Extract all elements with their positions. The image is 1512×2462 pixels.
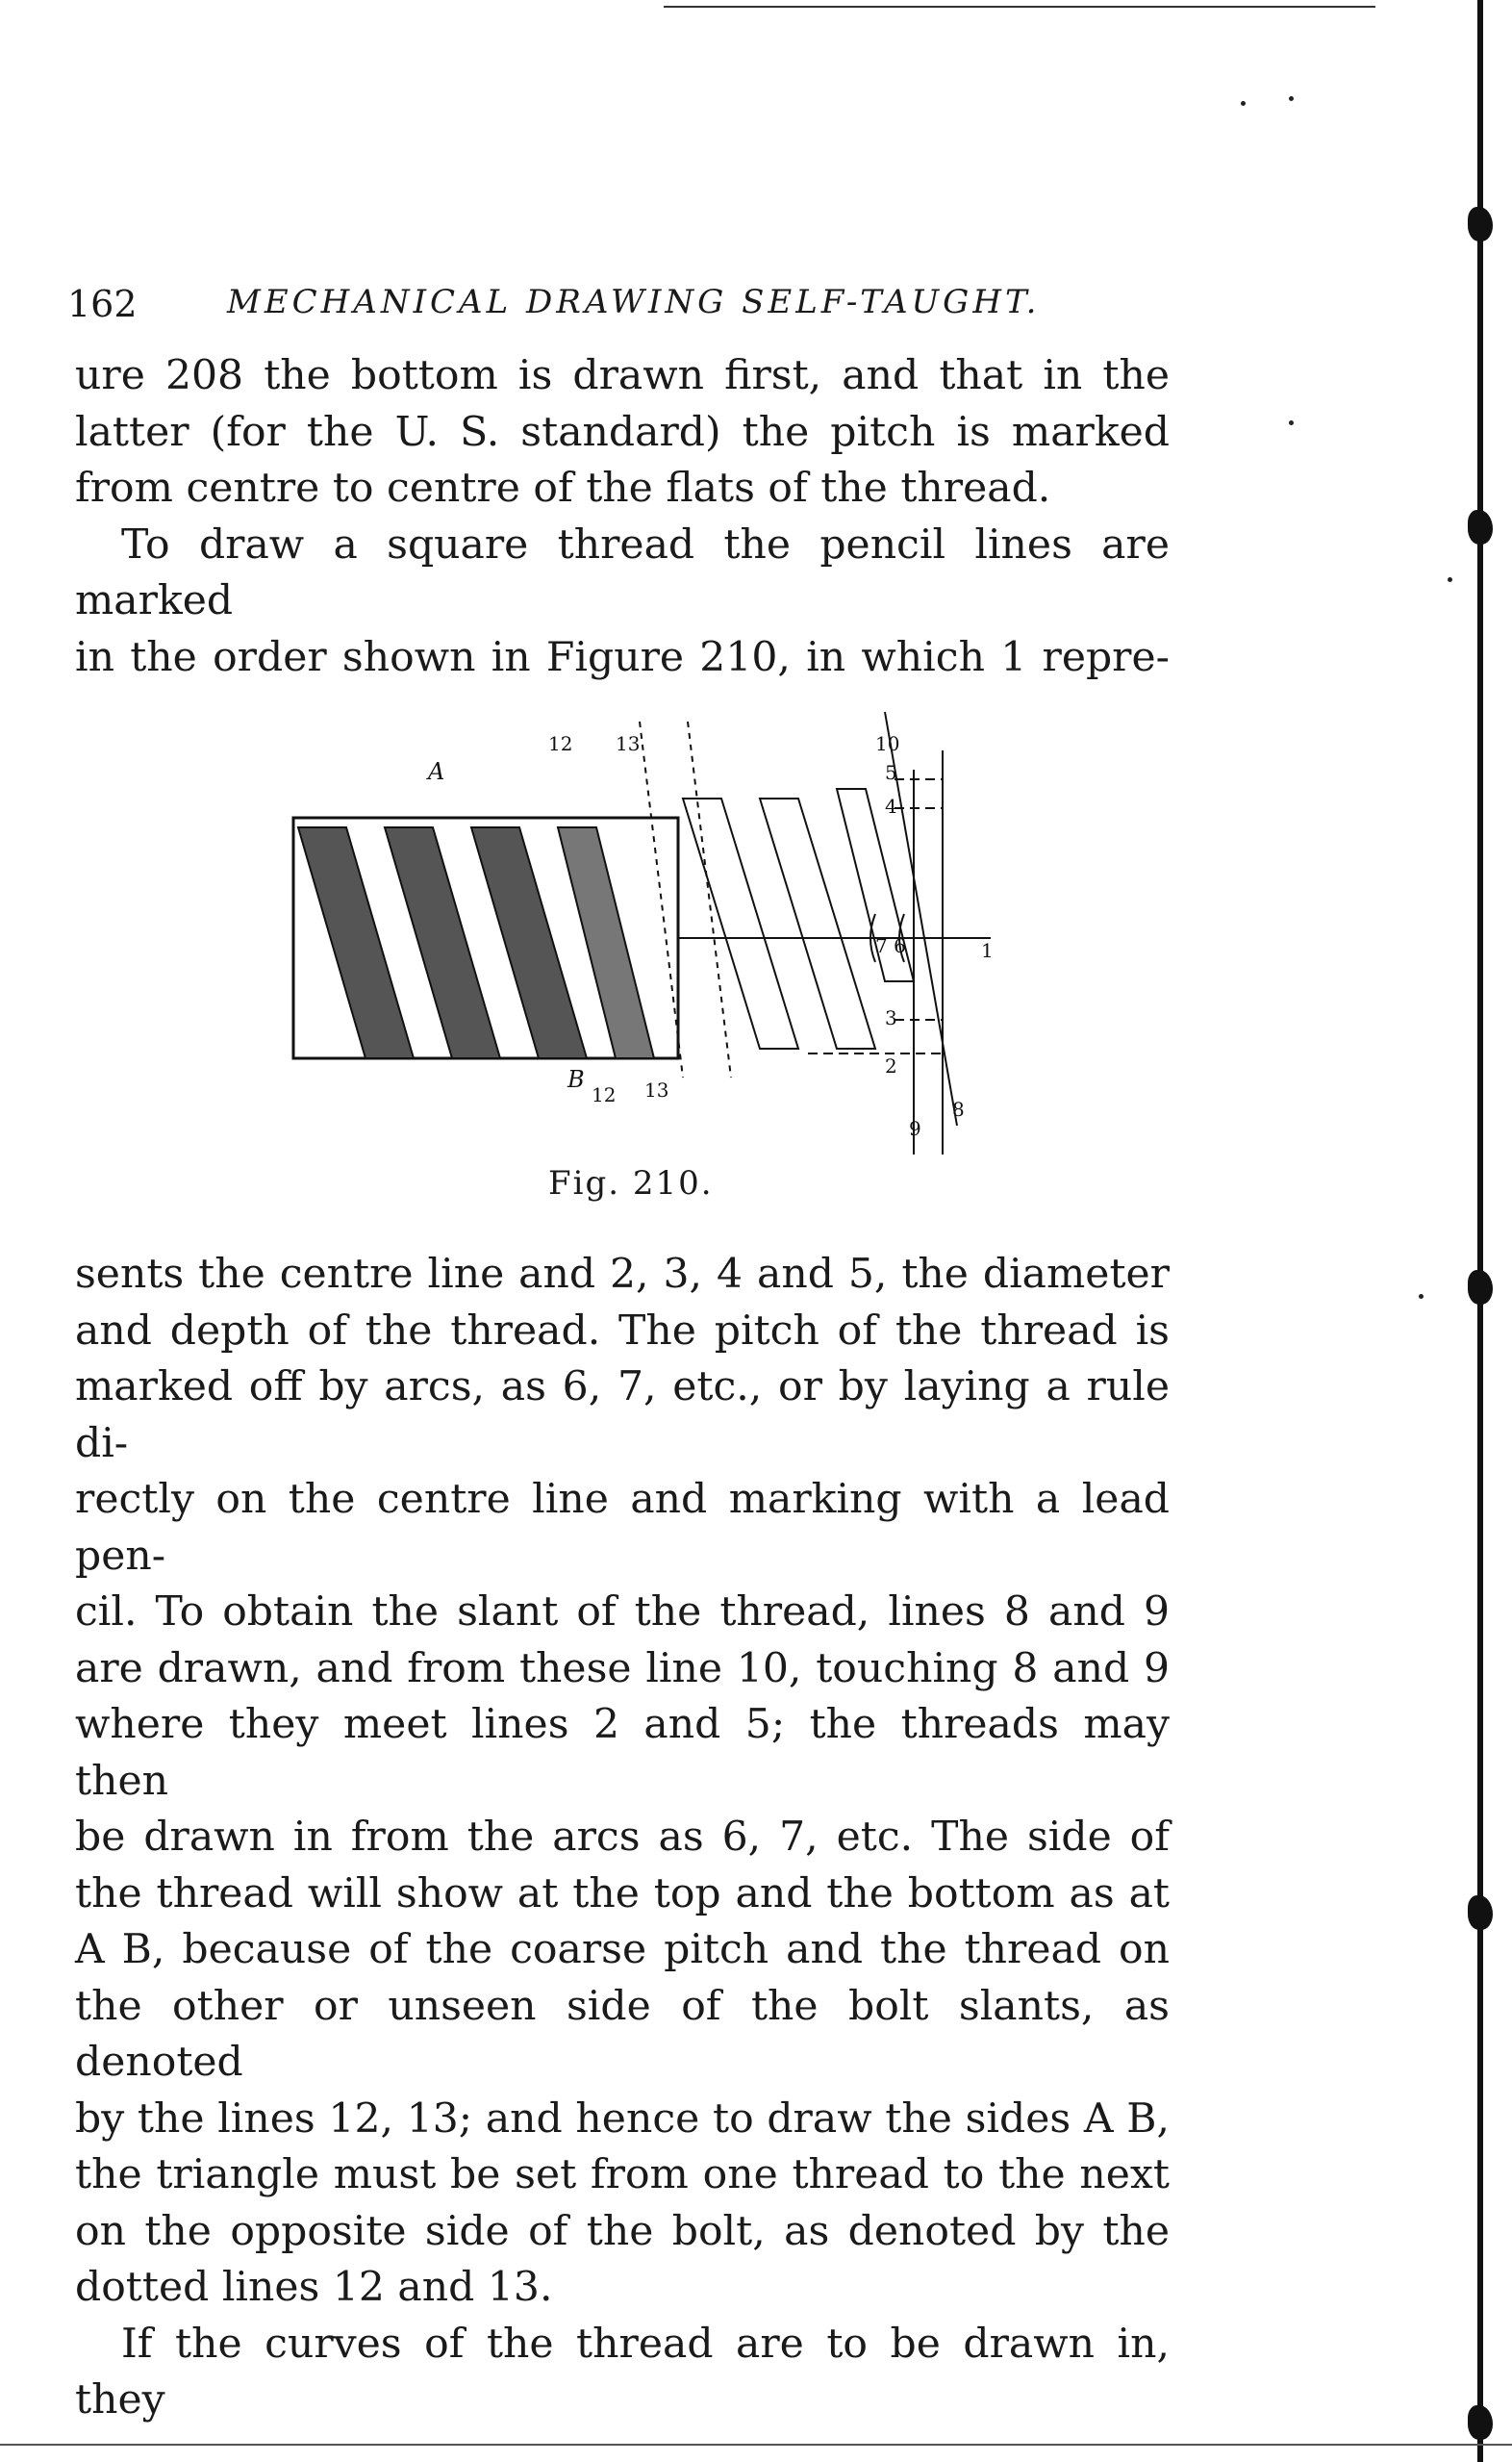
bottom-edge-rule xyxy=(0,2444,1512,2446)
fig-label: B xyxy=(567,1066,585,1093)
figure-210 xyxy=(144,673,994,1174)
binding-mark xyxy=(1468,2405,1493,2440)
fig-label: 7 6 xyxy=(875,934,906,957)
text-line: To draw a square thread the pencil lines are marked xyxy=(75,520,1170,624)
binding-mark xyxy=(1468,1270,1493,1305)
running-head: MECHANICAL DRAWING SELF-TAUGHT. xyxy=(227,283,1041,321)
text-line: dotted lines 12 and 13. xyxy=(75,2264,553,2311)
fig-label: 4 xyxy=(885,795,897,818)
binding-mark xyxy=(1468,510,1493,545)
text-line: the thread will show at the top and the bottom as at xyxy=(75,1869,1170,1917)
fig-label: 8 xyxy=(952,1098,965,1121)
binding-mark xyxy=(1468,207,1493,241)
fig-label: 13 xyxy=(616,732,641,755)
text-line: are drawn, and from these line 10, touching 8 and 9 xyxy=(75,1644,1170,1692)
text-block-top xyxy=(75,348,1170,686)
text-line: on the opposite side of the bolt, as denoted by the xyxy=(75,2207,1170,2255)
text-line: marked off by arcs, as 6, 7, etc., or by laying a rule di- xyxy=(75,1363,1170,1467)
text-line: be drawn in from the arcs as 6, 7, etc. The side of xyxy=(75,1814,1170,1861)
fig-label: 13 xyxy=(644,1079,669,1102)
text-line: rectly on the centre line and marking with a lead pen- xyxy=(75,1476,1170,1580)
open-thread xyxy=(760,799,875,1049)
thread-hatching xyxy=(298,827,654,1058)
page-speck xyxy=(1241,101,1246,106)
text-line: the triangle must be set from one thread to the next xyxy=(75,2151,1170,2198)
fig-label: 12 xyxy=(548,732,573,755)
fig-label: 12 xyxy=(592,1083,617,1106)
binding-mark xyxy=(1468,1895,1493,1930)
fig-label: 5 xyxy=(885,761,897,784)
text-line: by the lines 12, 13; and hence to draw the sides A B, xyxy=(75,2094,1170,2143)
fig-label: 9 xyxy=(909,1117,921,1140)
page-header xyxy=(67,279,1164,329)
top-edge-rule xyxy=(664,6,1375,8)
fig-label: 1 xyxy=(981,939,994,962)
text-line: where they meet lines 2 and 5; the threads may then xyxy=(75,1701,1170,1805)
page-speck xyxy=(1448,577,1452,582)
line-13 xyxy=(688,722,731,1078)
page-number: 162 xyxy=(67,283,138,325)
text-line: in the order shown in Figure 210, in which 1 repre- xyxy=(75,633,1170,681)
thread-diagram xyxy=(144,673,994,1174)
text-line: ure 208 the bottom is drawn first, and that in the xyxy=(75,352,1170,399)
open-thread xyxy=(683,799,798,1049)
text-line: the other or unseen side of the bolt slants, as denoted xyxy=(75,1982,1170,2086)
figure-caption: Fig. 210. xyxy=(548,1164,714,1203)
text-line: sents the centre line and 2, 3, 4 and 5, the diameter xyxy=(75,1251,1170,1298)
text-line: from centre to centre of the flats of the thread. xyxy=(75,465,1051,512)
page-speck xyxy=(1289,96,1294,101)
fig-label: 3 xyxy=(885,1006,897,1029)
fig-label: 10 xyxy=(875,732,900,755)
text-line: and depth of the thread. The pitch of the thread is xyxy=(75,1307,1170,1355)
fig-label: A xyxy=(428,758,445,785)
binding-edge xyxy=(1477,0,1483,2462)
text-line: latter (for the U. S. standard) the pitch is marked xyxy=(75,408,1170,456)
fig-label: 2 xyxy=(885,1054,897,1078)
text-line: If the curves of the thread are to be drawn in, they xyxy=(75,2320,1170,2424)
page-speck xyxy=(1419,1294,1424,1299)
page-speck xyxy=(1289,420,1294,425)
text-line: A B, because of the coarse pitch and the thread on xyxy=(75,1926,1170,1973)
text-line: cil. To obtain the slant of the thread, lines 8 and 9 xyxy=(75,1588,1170,1636)
text-block-main xyxy=(75,1247,1170,2429)
